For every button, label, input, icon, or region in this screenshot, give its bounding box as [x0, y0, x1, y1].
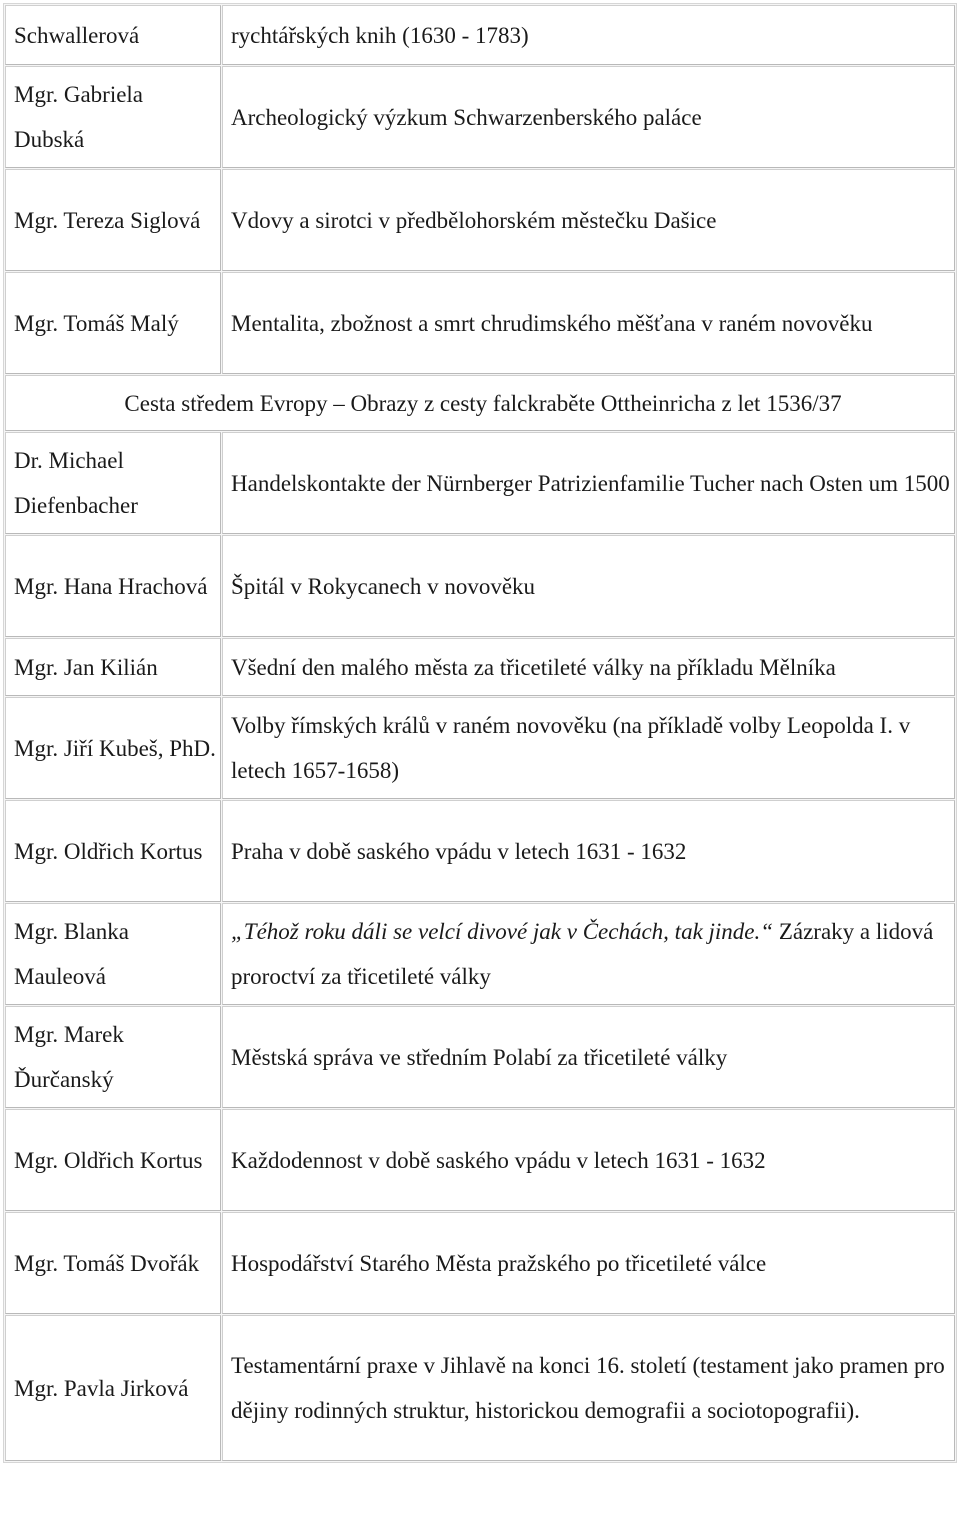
- topic-cell: rychtářských knih (1630 - 1783): [222, 5, 955, 65]
- table-row: [5, 5, 955, 65]
- topic-cell: Každodennost v době saského vpádu v letech 1631 - 1632: [222, 1109, 955, 1211]
- topic-cell: Špitál v Rokycanech v novověku: [222, 535, 955, 637]
- section-heading: Cesta středem Evropy – Obrazy z cesty falckraběte Ottheinricha z let 1536/37: [5, 375, 955, 431]
- table-row: [5, 169, 955, 271]
- topic-cell: Handelskontakte der Nürnberger Patrizienfamilie Tucher nach Osten um 1500: [222, 432, 955, 534]
- topic-cell: Vdovy a sirotci v předbělohorském městečku Dašice: [222, 169, 955, 271]
- author-cell: Mgr. Jiří Kubeš, PhD.: [5, 697, 221, 799]
- author-cell: Mgr. Tomáš Dvořák: [5, 1212, 221, 1314]
- topic-rest: Zázraky a lidová proroctví za třicetileté války: [231, 919, 934, 989]
- topic-cell: Hospodářství Starého Města pražského po třicetileté válce: [222, 1212, 955, 1314]
- topic-cell: Všední den malého města za třicetileté války na příkladu Mělníka: [222, 638, 955, 696]
- topic-cell: Testamentární praxe v Jihlavě na konci 16. století (testament jako pramen pro dějiny rodinných struktur, historickou demografii a sociotopografii).: [222, 1315, 955, 1461]
- author-cell: Mgr. Hana Hrachová: [5, 535, 221, 637]
- table-row: [5, 800, 955, 902]
- author-cell: Mgr. Blanka Mauleová: [5, 903, 221, 1005]
- topic-cell: [222, 903, 955, 1005]
- program-table: [3, 3, 957, 1463]
- table-row: [5, 638, 955, 696]
- table-row: [5, 1315, 955, 1461]
- topic-cell: Mentalita, zbožnost a smrt chrudimského měšťana v raném novověku: [222, 272, 955, 374]
- author-cell: Mgr. Tereza Siglová: [5, 169, 221, 271]
- topic-quote: „Téhož roku dáli se velcí divové jak v Čechách, tak jinde.“: [231, 919, 774, 944]
- author-cell: Schwallerová: [5, 5, 221, 65]
- topic-cell: Volby římských králů v raném novověku (na příkladě volby Leopolda I. v letech 1657-1658): [222, 697, 955, 799]
- table-row: [5, 535, 955, 637]
- author-cell: Mgr. Oldřich Kortus: [5, 1109, 221, 1211]
- author-cell: Mgr. Pavla Jirková: [5, 1315, 221, 1461]
- table-row: [5, 1109, 955, 1211]
- author-cell: Mgr. Gabriela Dubská: [5, 66, 221, 168]
- table-row: [5, 697, 955, 799]
- author-cell: Dr. Michael Diefenbacher: [5, 432, 221, 534]
- author-cell: Mgr. Tomáš Malý: [5, 272, 221, 374]
- table-row: [5, 272, 955, 374]
- topic-cell: Městská správa ve středním Polabí za třicetileté války: [222, 1006, 955, 1108]
- section-row: [5, 375, 955, 431]
- table-row: [5, 432, 955, 534]
- topic-cell: Archeologický výzkum Schwarzenberského paláce: [222, 66, 955, 168]
- table-row: [5, 66, 955, 168]
- table-row: [5, 903, 955, 1005]
- author-cell: Mgr. Jan Kilián: [5, 638, 221, 696]
- table-row: [5, 1212, 955, 1314]
- author-cell: Mgr. Marek Ďurčanský: [5, 1006, 221, 1108]
- table-row: [5, 1006, 955, 1108]
- topic-cell: Praha v době saského vpádu v letech 1631 - 1632: [222, 800, 955, 902]
- author-cell: Mgr. Oldřich Kortus: [5, 800, 221, 902]
